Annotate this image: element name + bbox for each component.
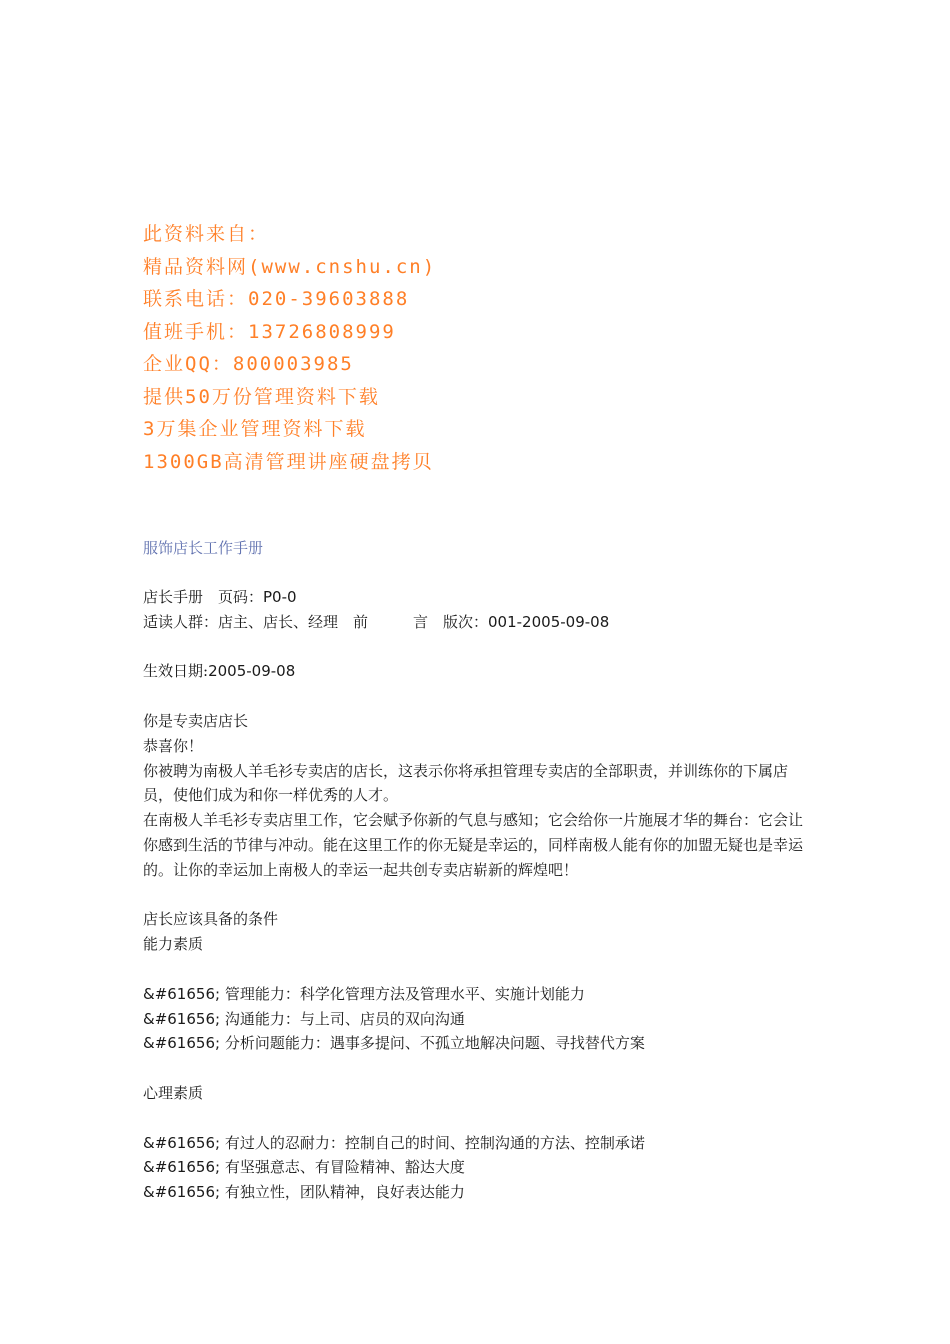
bullet-code: &#61656; [143, 1133, 221, 1152]
promo-line: 1300GB高清管理讲座硬盘拷贝 [143, 450, 434, 473]
ability-item: &#61656; 分析问题能力：遇事多提问、不孤立地解决问题、寻找替代方案 [143, 1034, 645, 1053]
conditions-heading: 店长应该具备的条件 [143, 910, 279, 929]
psych-item: &#61656; 有独立性，团队精神，良好表达能力 [143, 1183, 465, 1202]
bullet-code: &#61656; [143, 984, 221, 1003]
psych-item: &#61656; 有坚强意志、有冒险精神、豁达大度 [143, 1158, 465, 1177]
intro-heading: 你是专卖店店长 [143, 711, 249, 730]
document-body [143, 585, 813, 1205]
bullet-code: &#61656; [143, 1034, 221, 1053]
paragraph-1: 你被聘为南极人羊毛衫专卖店的店长，这表示你将承担管理专卖店的全部职责，并训练你的下属店员，使他们成为和你一样优秀的人才。 [143, 761, 789, 805]
promo-line: 提供50万份管理资料下载 [143, 385, 380, 408]
document-title: 服饰店长工作手册 [143, 539, 264, 557]
paragraph-2: 在南极人羊毛衫专卖店里工作，它会赋予你新的气息与感知；它会给你一片施展才华的舞台：它会让你感到生活的节律与冲动。能在这里工作的你无疑是幸运的，同样南极人能有你的加盟无疑也是幸运的。让你的幸运加上南极人的幸运一起共创专卖店崭新的辉煌吧！ [143, 811, 804, 879]
promo-line: 联系电话：020-39603888 [143, 288, 410, 310]
promo-line: 3万集企业管理资料下载 [143, 418, 367, 440]
bullet-code: &#61656; [143, 1158, 221, 1177]
bullet-code: &#61656; [143, 1009, 221, 1028]
promo-line: 值班手机：13726808999 [143, 320, 396, 343]
ability-item: &#61656; 沟通能力：与上司、店员的双向沟通 [143, 1009, 465, 1028]
psych-item: &#61656; 有过人的忍耐力：控制自己的时间、控制沟通的方法、控制承诺 [143, 1133, 645, 1152]
header-line-1: 店长手册 页码：P0-0 [143, 588, 297, 606]
congrats-line: 恭喜你！ [143, 736, 204, 755]
promo-line: 企业QQ：800003985 [143, 353, 354, 375]
psych-heading: 心理素质 [143, 1083, 204, 1102]
promo-line: 精品资料网(www.cnshu.cn) [143, 255, 437, 278]
ability-item: &#61656; 管理能力：科学化管理方法及管理水平、实施计划能力 [143, 984, 585, 1003]
ability-heading: 能力素质 [143, 935, 204, 954]
bullet-code: &#61656; [143, 1183, 221, 1202]
promo-line: 此资料来自： [143, 223, 270, 245]
promo-block [143, 218, 436, 478]
effective-date: 生效日期:2005-09-08 [143, 662, 296, 681]
header-line-2: 适读人群：店主、店长、经理 前 言 版次：001-2005-09-08 [143, 612, 610, 631]
